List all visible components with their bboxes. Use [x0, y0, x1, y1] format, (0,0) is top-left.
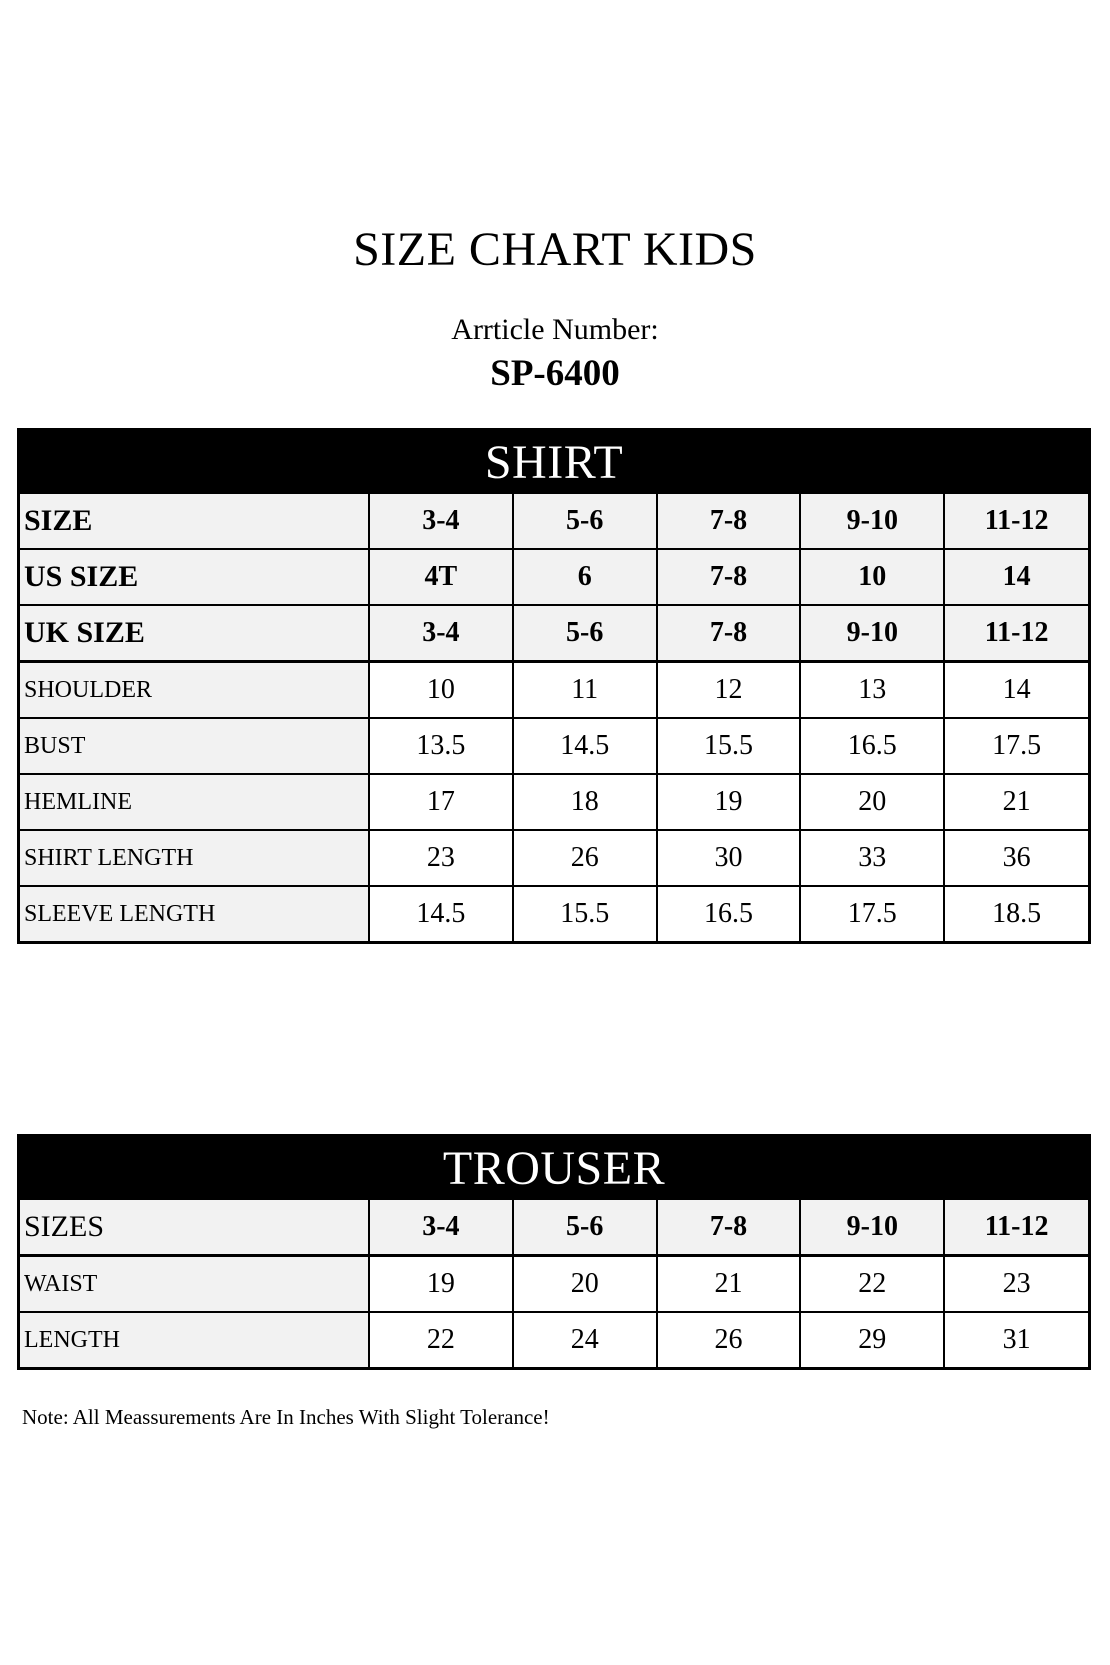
table-cell: 3-4	[369, 605, 513, 662]
table-cell: 15.5	[657, 718, 801, 774]
table-cell: 18	[513, 774, 657, 830]
row-label: HEMLINE	[20, 774, 369, 830]
row-label: SHOULDER	[20, 662, 369, 719]
table-cell: 14	[944, 549, 1088, 605]
table-cell: 23	[369, 830, 513, 886]
table-cell: 11-12	[944, 494, 1088, 549]
table-cell: 11-12	[944, 605, 1088, 662]
table-cell: 17	[369, 774, 513, 830]
table-cell: 9-10	[800, 494, 944, 549]
table-row	[20, 1200, 1088, 1256]
table-row	[20, 605, 1088, 662]
table-cell: 7-8	[657, 494, 801, 549]
row-label: SIZE	[20, 494, 369, 549]
table-cell: 10	[369, 662, 513, 719]
table-cell: 22	[369, 1312, 513, 1367]
trouser-size-table	[17, 1134, 1091, 1370]
table-cell: 33	[800, 830, 944, 886]
shirt-table-grid	[20, 494, 1088, 941]
row-label: LENGTH	[20, 1312, 369, 1367]
trouser-table-grid	[20, 1200, 1088, 1367]
table-cell: 5-6	[513, 494, 657, 549]
table-cell: 3-4	[369, 494, 513, 549]
article-number-label: Arrticle Number:	[451, 313, 659, 346]
table-cell: 17.5	[944, 718, 1088, 774]
table-row	[20, 774, 1088, 830]
table-cell: 7-8	[657, 605, 801, 662]
table-row	[20, 718, 1088, 774]
table-cell: 31	[944, 1312, 1088, 1367]
table-row	[20, 1256, 1088, 1313]
row-label: SIZES	[20, 1200, 369, 1256]
row-label: UK SIZE	[20, 605, 369, 662]
table-row	[20, 886, 1088, 941]
table-cell: 16.5	[800, 718, 944, 774]
table-cell: 16.5	[657, 886, 801, 941]
table-cell: 17.5	[800, 886, 944, 941]
table-cell: 7-8	[657, 549, 801, 605]
table-cell: 21	[944, 774, 1088, 830]
table-cell: 19	[369, 1256, 513, 1313]
table-cell: 15.5	[513, 886, 657, 941]
table-cell: 20	[800, 774, 944, 830]
table-cell: 30	[657, 830, 801, 886]
row-label: SLEEVE LENGTH	[20, 886, 369, 941]
article-number-value: SP-6400	[490, 353, 620, 394]
page-title: SIZE CHART KIDS	[353, 223, 757, 276]
table-cell: 7-8	[657, 1200, 801, 1256]
measurement-note: Note: All Meassurements Are In Inches With Slight Tolerance!	[22, 1405, 550, 1429]
table-cell: 3-4	[369, 1200, 513, 1256]
table-cell: 9-10	[800, 605, 944, 662]
table-cell: 10	[800, 549, 944, 605]
table-cell: 5-6	[513, 1200, 657, 1256]
table-cell: 14.5	[513, 718, 657, 774]
table-cell: 26	[513, 830, 657, 886]
table-cell: 9-10	[800, 1200, 944, 1256]
table-cell: 4T	[369, 549, 513, 605]
table-cell: 18.5	[944, 886, 1088, 941]
table-cell: 22	[800, 1256, 944, 1313]
row-label: BUST	[20, 718, 369, 774]
table-cell: 13.5	[369, 718, 513, 774]
table-cell: 29	[800, 1312, 944, 1367]
table-cell: 20	[513, 1256, 657, 1313]
row-label: US SIZE	[20, 549, 369, 605]
table-cell: 26	[657, 1312, 801, 1367]
row-label: WAIST	[20, 1256, 369, 1313]
table-cell: 13	[800, 662, 944, 719]
table-row	[20, 662, 1088, 719]
table-cell: 11	[513, 662, 657, 719]
table-cell: 21	[657, 1256, 801, 1313]
table-cell: 19	[657, 774, 801, 830]
table-row	[20, 494, 1088, 549]
table-cell: 36	[944, 830, 1088, 886]
table-cell: 14.5	[369, 886, 513, 941]
table-cell: 24	[513, 1312, 657, 1367]
table-cell: 12	[657, 662, 801, 719]
table-cell: 5-6	[513, 605, 657, 662]
table-row	[20, 549, 1088, 605]
table-cell: 11-12	[944, 1200, 1088, 1256]
table-cell: 23	[944, 1256, 1088, 1313]
table-cell: 14	[944, 662, 1088, 719]
trouser-table-heading: TROUSER	[20, 1137, 1088, 1200]
table-cell: 6	[513, 549, 657, 605]
shirt-size-table	[17, 428, 1091, 944]
shirt-table-heading: SHIRT	[20, 431, 1088, 494]
row-label: SHIRT LENGTH	[20, 830, 369, 886]
table-row	[20, 1312, 1088, 1367]
table-row	[20, 830, 1088, 886]
